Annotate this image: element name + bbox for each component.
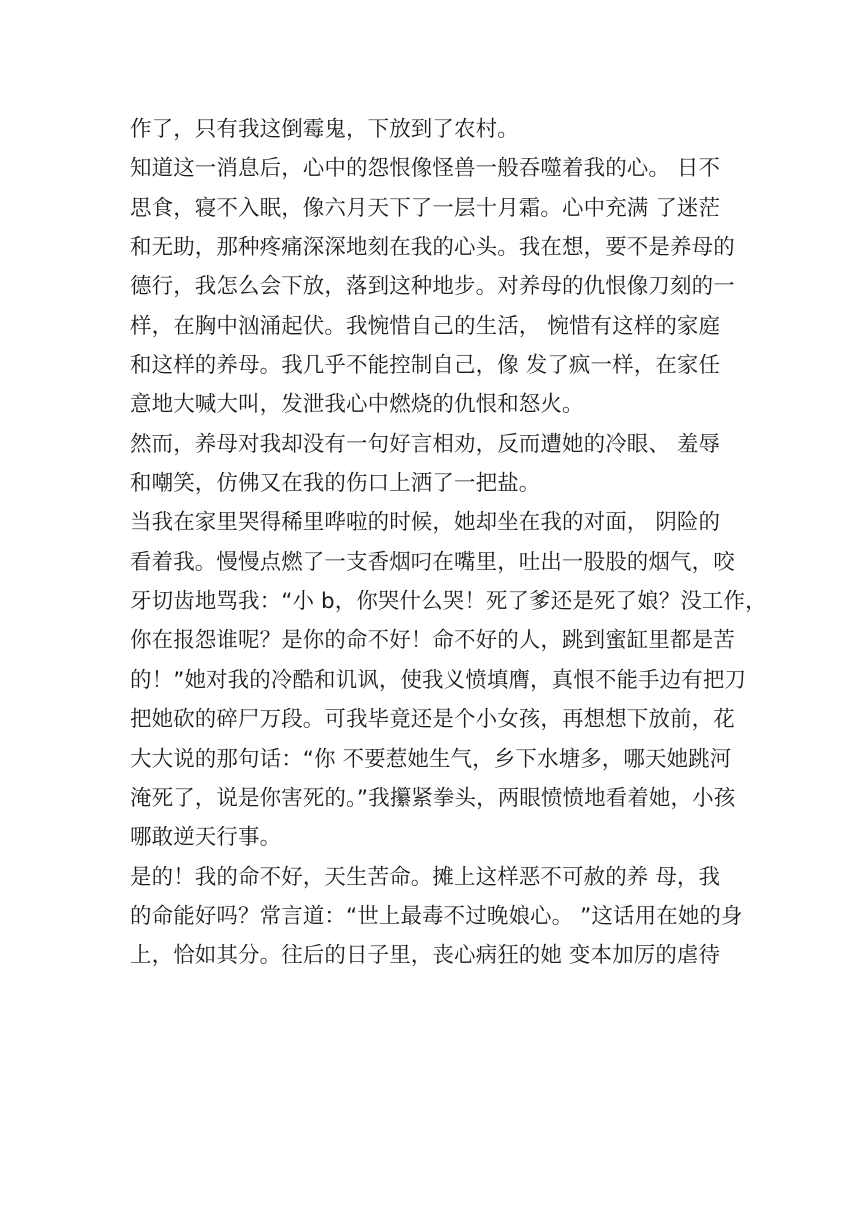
text-line: 样，在胸中汹涌起伏。我惋惜自己的生活， 惋惜有这样的家庭: [130, 313, 721, 339]
text-line: 的命能好吗？常言道：“世上最毒不过晚娘心。 ”这话用在她的身: [130, 903, 743, 929]
text-line: 哪敢逆天行事。: [130, 825, 282, 851]
text-line: 当我在家里哭得稀里哗啦的时候，她却坐在我的对面， 阴险的: [130, 510, 721, 536]
text-line: 牙切齿地骂我：“小 b，你哭什么哭！死了爹还是死了娘？没工作，: [130, 589, 767, 615]
text-line: 德行，我怎么会下放，落到这种地步。对养母的仇恨像刀刻的一: [130, 274, 735, 300]
text-line: 看着我。慢慢点燃了一支香烟叼在嘴里，吐出一股股的烟气，咬: [130, 549, 735, 575]
text-line: 和嘲笑，仿佛又在我的伤口上洒了一把盐。: [130, 471, 541, 497]
text-line: 是的！我的命不好，天生苦命。摊上这样恶不可赦的养 母，我: [130, 864, 721, 890]
text-line: 上，恰如其分。往后的日子里，丧心病狂的她 变本加厉的虐待: [130, 943, 721, 969]
text-line: 思食，寝不入眠，像六月天下了一层十月霜。心中充满 了迷茫: [130, 195, 721, 221]
text-line: 大大说的那句话：“你 不要惹她生气，乡下水塘多，哪天她跳河: [130, 746, 732, 772]
text-line: 知道这一消息后，心中的怨恨像怪兽一般吞噬着我的心。 日不: [130, 156, 721, 182]
text-line: 你在报怨谁呢？是你的命不好！命不好的人，跳到蜜缸里都是苦: [130, 628, 735, 654]
text-line: 和无助，那种疼痛深深地刻在我的心头。我在想，要不是养母的: [130, 235, 735, 261]
text-line: 作了，只有我这倒霉鬼，下放到了农村。: [130, 117, 519, 142]
text-line: 和这样的养母。我几乎不能控制自己，像 发了疯一样，在家任: [130, 353, 721, 379]
text-line: 的！”她对我的冷酷和讥讽，使我义愤填膺，真恨不能手边有把刀: [130, 667, 747, 693]
text-line: 意地大喊大叫，发泄我心中燃烧的仇恨和怒火。: [130, 392, 584, 418]
text-line: 淹死了，说是你害死的。”我攥紧拳头，两眼愤愤地看着她，小孩: [130, 785, 736, 811]
document-body: [130, 110, 767, 976]
text-line: 把她砍的碎尸万段。可我毕竟还是个小女孩，再想想下放前，花: [130, 707, 735, 733]
text-line: 然而，养母对我却没有一句好言相劝，反而遭她的冷眼、 羞辱: [130, 431, 721, 457]
